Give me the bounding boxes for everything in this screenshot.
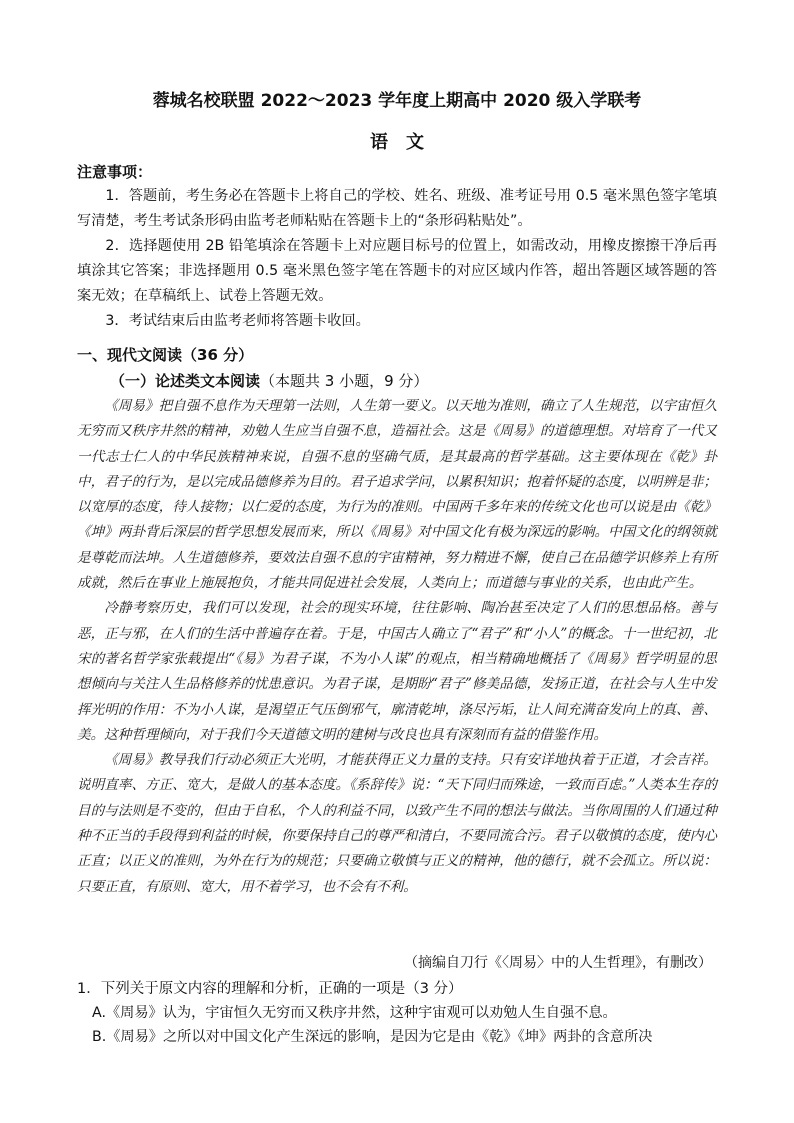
passage-paragraph: 《周易》把自强不息作为天理第一法则，人生第一要义。以天地为准则，确立了人生规范，以宇宙恒久无穷而又秩序井然的精神，劝勉人生应当自强不息，造福社会。这是《周易》的道德理想。对培育了一代又一代志士仁人的中华民族精神来说，自强不息的坚确气质，是其最高的哲学基础。这主要体现在《乾》卦中，君子的行为，是以完成品德修养为目的。君子追求学问，以累积知识；抱着怀疑的态度，以明辨是非；以宽厚的态度，待人接物；以仁爱的态度，为行为的准则。中国两千多年来的传统文化也可以说是由《乾》《坤》两卦背后深层的哲学思想发展而来，所以《周易》对中国文化有极为深远的影响。中国文化的纲领就是尊乾而法坤。人生道德修养，要效法自强不息的宇宙精神，努力精进不懈，使自己在品德学识修养上有所成就，然后在事业上施展抱负，才能共同促进社会发展，人类向上；而道德与事业的关系，也由此产生。 (77, 398, 717, 592)
notice-item: 2．选择题使用 2B 铅笔填涂在答题卡上对应题目标号的位置上，如需改动，用橡皮擦擦干净后再填涂其它答案；非选择题用 0.5 毫米黑色签字笔在答题卡的对应区域内作答，超出答题区域答题的答案无效；在草稿纸上、试卷上答题无效。 (77, 238, 717, 304)
subsection-heading (110, 370, 428, 391)
notices-heading: 注意事项： (77, 163, 153, 181)
passage-source: （摘编自刀行《〈周易〉中的人生哲理》，有删改） (404, 955, 712, 971)
subject-title: 语文 (370, 132, 442, 153)
subsection-note: （本题共 3 小题，9 分） (260, 372, 429, 390)
subsection-title: （一）论述类文本阅读 (110, 372, 261, 390)
section-heading: 一、现代文阅读（36 分） (77, 346, 254, 364)
question-option-b: B.《周易》之所以对中国文化产生深远的影响，是因为它是由《乾》《坤》两卦的含意所决 (92, 1029, 653, 1045)
notice-item: 3．考试结束后由监考老师将答题卡收回。 (105, 313, 370, 329)
exam-title: 蓉城名校联盟 2022～2023 学年度上期高中 2020 级入学联考 (152, 91, 642, 111)
passage-paragraph: 《周易》教导我们行动必须正大光明，才能获得正义力量的支持。只有安详地执着于正道，才会吉祥。说明直率、方正、宽大，是做人的基本态度。《系辞传》说：“天下同归而殊途，一致而百虑。”人类本生存的目的与法则是不变的，但由于自私，个人的利益不同，以致产生不同的想法与做法。当你周围的人们通过种种不正当的手段得到利益的时候，你要保持自己的尊严和清白，不要同流合污。君子以敬慎的态度，使内心正直；以正义的准则，为外在行为的规范；只要确立敬慎与正义的精神，他的德行，就不会孤立。所以说：只要正直，有原则、宽大，用不着学习，也不会有不利。 (77, 752, 717, 895)
notice-item: 1．答题前，考生务必在答题卡上将自己的学校、姓名、班级、准考证号用 0.5 毫米黑色签字笔填写清楚，考生考试条形码由监考老师粘贴在答题卡上的“条形码粘贴处”。 (77, 188, 717, 229)
question-option-a: A.《周易》认为，宇宙恒久无穷而又秩序井然，这种宇宙观可以劝勉人生自强不息。 (92, 1005, 617, 1021)
question-stem: 1．下列关于原文内容的理解和分析，正确的一项是（3 分） (77, 981, 463, 997)
passage-paragraph: 冷静考察历史，我们可以发现，社会的现实环境，往往影响、陶冶甚至决定了人们的思想品格。善与恶，正与邪，在人们的生活中普遍存在着。于是，中国古人确立了“君子”和“小人”的概念。十一世纪初，北宋的著名哲学家张载提出“《易》为君子谋，不为小人谋”的观点，相当精确地概括了《周易》哲学明显的思想倾向与关注人生品格修养的忧患意识。为君子谋，是期盼“君子”修美品德，发扬正道，在社会与人生中发挥光明的作用：不为小人谋，是渴望正气压倒邪气，廓清乾坤，涤尽污垢，让人间充满奋发向上的真、善、美。这种哲理倾向，对于我们今天道德文明的建树与改良也具有深刻而有益的借鉴作用。 (77, 600, 717, 743)
notices-list (77, 184, 717, 334)
reading-passage (77, 394, 717, 900)
